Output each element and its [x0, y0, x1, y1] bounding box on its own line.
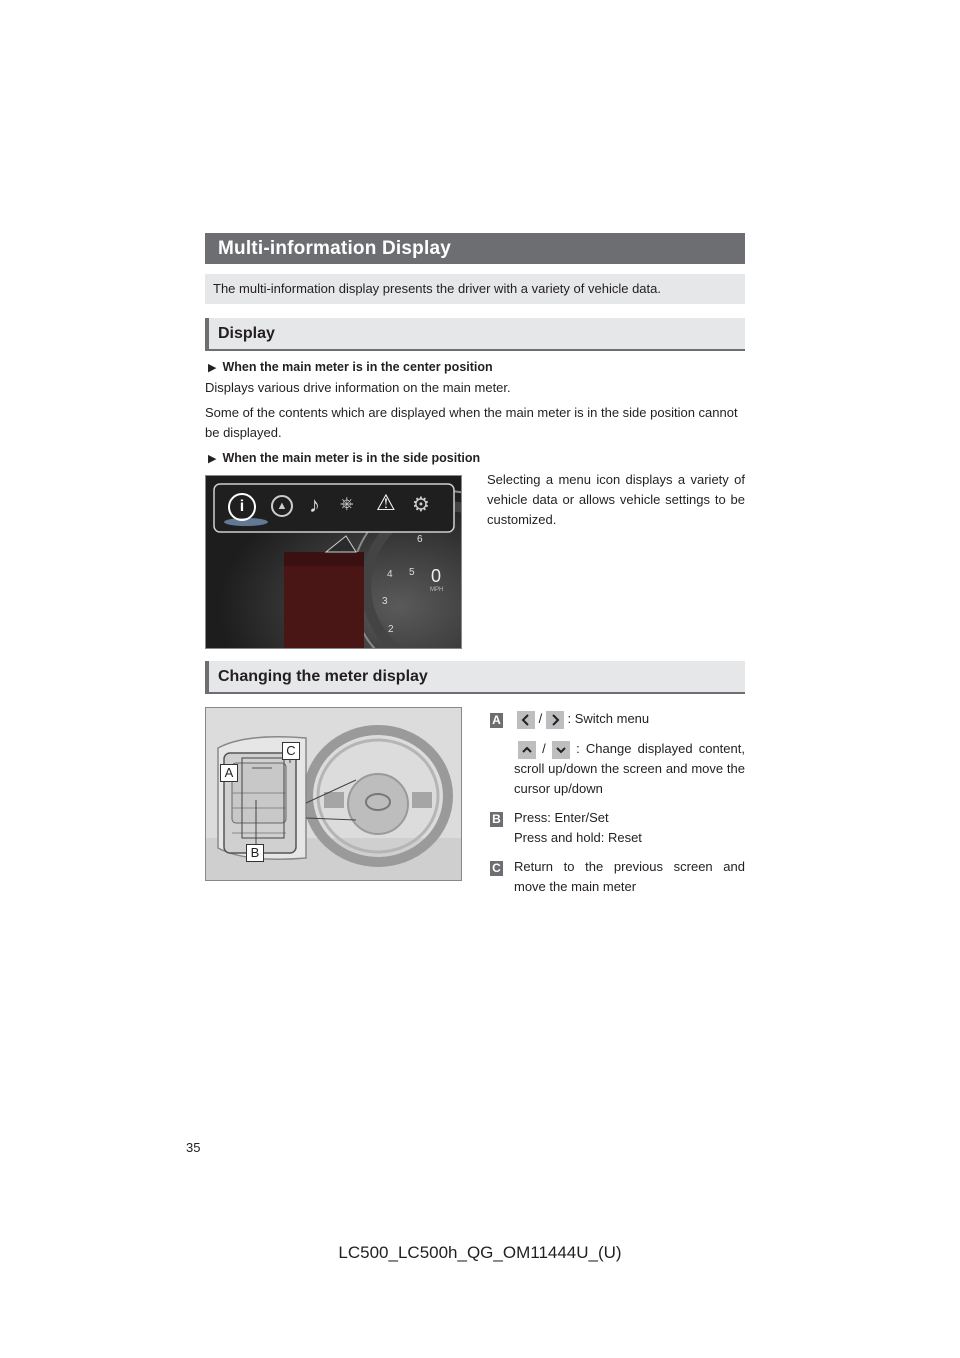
meter-tick: 2 [388, 624, 394, 635]
music-note-icon: ♪ [309, 492, 320, 517]
info-icon: i [228, 493, 256, 521]
center-text-1: Displays various drive information on the main meter. [205, 380, 511, 395]
callout-a-label: A [220, 764, 238, 782]
center-position-heading: ▶ When the main meter is in the center position [208, 360, 493, 374]
changing-display-heading: Changing the meter display [205, 661, 745, 694]
triangle-bullet-icon: ▶ [208, 453, 217, 465]
item-c-letter: C [490, 861, 503, 876]
speed-value: 0 [431, 566, 442, 586]
side-position-heading: ▶ When the main meter is in the side position [208, 451, 481, 465]
driving-assist-icon: ⎈ [340, 494, 354, 514]
callout-b-label: B [246, 844, 264, 862]
item-a-line1: / : Switch menu [517, 709, 649, 729]
right-arrow-icon [546, 711, 564, 729]
down-arrow-icon [552, 741, 570, 759]
meter-display-image [205, 475, 462, 649]
meter-tick: 4 [387, 569, 393, 580]
item-b-line1: Press: Enter/Set [514, 810, 609, 825]
left-arrow-icon [517, 711, 535, 729]
item-a-letter: A [490, 713, 503, 728]
section-title: Multi-information Display [205, 233, 745, 264]
eco-icon: ▲ [271, 495, 293, 517]
item-b-letter: B [490, 812, 503, 827]
meter-tick: 3 [382, 596, 388, 607]
intro-text: The multi-information display presents the driver with a variety of vehicle data. [205, 274, 745, 304]
item-a-line2: / : Change displayed content, scroll up/down the screen and move the cursor up/down [514, 741, 745, 796]
side-text: Selecting a menu icon displays a variety of vehicle data or allows vehicle settings to be customized. [487, 472, 745, 527]
item-b-line2: Press and hold: Reset [514, 830, 642, 845]
triangle-bullet-icon: ▶ [208, 362, 217, 374]
meter-tick: 5 [409, 567, 415, 578]
warning-icon: ⚠ [376, 491, 396, 516]
page-number: 35 [186, 1140, 201, 1155]
center-text-2: Some of the contents which are displayed when the main meter is in the side position cannot be displayed. [205, 405, 738, 440]
settings-gear-icon: ⚙ [412, 492, 430, 516]
up-arrow-icon [518, 741, 536, 759]
display-heading: Display [205, 318, 745, 351]
steering-wheel-image [205, 707, 462, 881]
speed-unit: MPH [430, 587, 444, 593]
meter-tick: 6 [417, 534, 423, 545]
callout-c-label: C [282, 742, 300, 760]
document-code: LC500_LC500h_QG_OM11444U_(U) [338, 1243, 622, 1262]
item-c-text: Return to the previous screen and move the main meter [514, 859, 745, 894]
